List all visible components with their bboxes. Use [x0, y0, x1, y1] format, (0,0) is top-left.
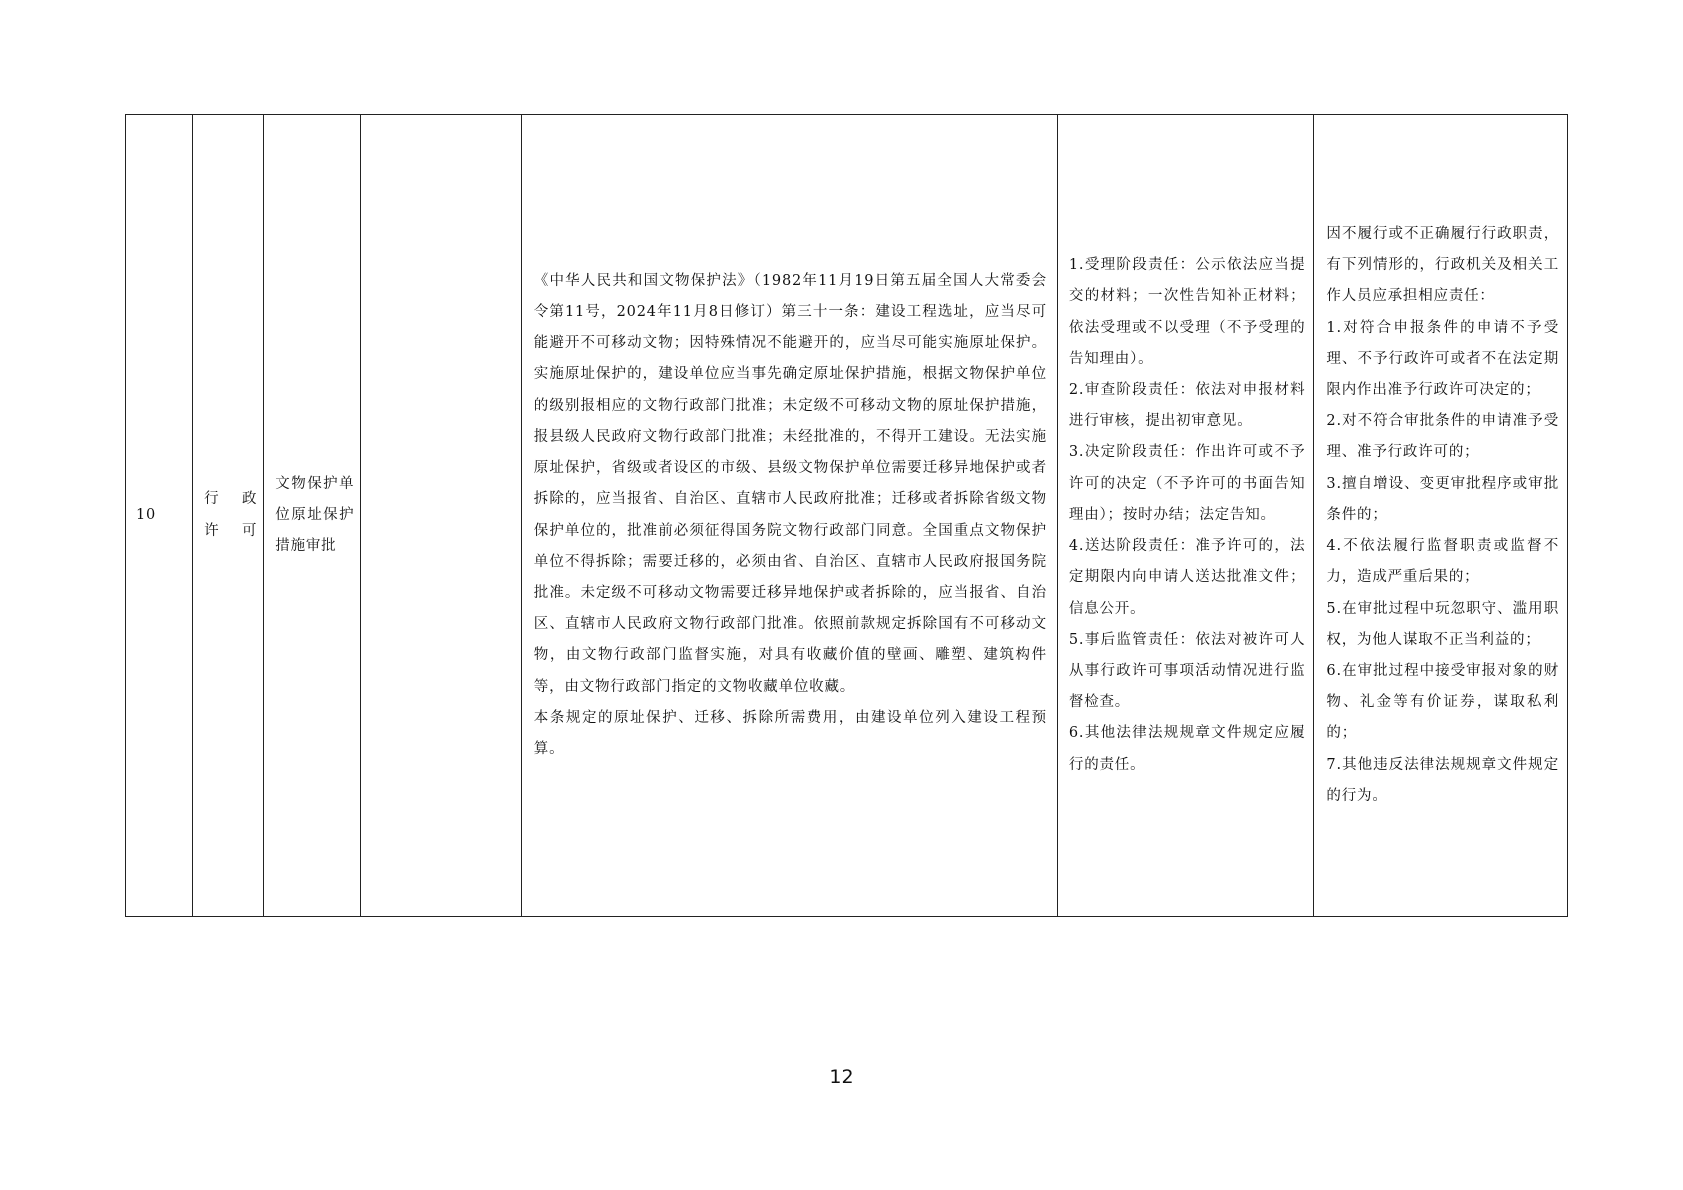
row-number: 10 — [136, 506, 157, 523]
accountability-item: 7.其他违反法律法规规章文件规定的行为。 — [1326, 756, 1559, 804]
responsibility-item: 3.决定阶段责任：作出许可或不予许可的决定（不予许可的书面告知理由）；按时办结；法定告知。 — [1068, 444, 1306, 523]
category-cell — [193, 115, 264, 917]
responsibility-item: 5.事后监管责任：依法对被许可人从事行政许可事项活动情况进行监督检查。 — [1068, 631, 1306, 711]
page-number: 12 — [829, 1066, 854, 1088]
legal-basis-paragraph: 本条规定的原址保护、迁移、拆除所需费用，由建设单位列入建设工程预算。 — [533, 709, 1047, 757]
legal-basis-paragraph: 《中华人民共和国文物保护法》（1982年11月19日第五届全国人大常委会令第11号，2024年11月8日修订）第三十一条：建设工程选址，应当尽可能避开不可移动文物；因特殊情况不能避开的，应当尽可能实施原址保护。实施原址保护的，建设单位应当事先确定原址保护措施，根据文物保护单位的级别报相应的文物行政部门批准；未定级不可移动文物的原址保护措施，报县级人民政府文物行政部门批准；未经批准的，不得开工建设。无法实施原址保护，省级或者设区的市级、县级文物保护单位需要迁移异地保护或者拆除的，应当报省、自治区、直辖市人民政府批准；迁移或者拆除省级文物保护单位的，批准前必须征得国务院文物行政部门同意。全国重点文物保护单位不得拆除；需要迁移的，必须由省、自治区、直辖市人民政府报国务院批准。未定级不可移动文物需要迁移异地保护或者拆除的，应当报省、自治区、直辖市人民政府文物行政部门批准。依照前款规定拆除国有不可移动文物，由文物行政部门监督实施，对具有收藏价值的壁画、雕塑、建筑构件等，由文物行政部门指定的文物收藏单位收藏。 — [533, 272, 1047, 695]
responsibility-cell — [1057, 115, 1314, 917]
sub-item-cell — [361, 115, 521, 917]
category-line-2: 许可 — [204, 522, 258, 539]
item-name: 文物保护单位原址保护措施审批 — [275, 475, 355, 555]
responsibility-item: 2.审查阶段责任：依法对申报材料进行审核，提出初审意见。 — [1068, 382, 1306, 430]
accountability-cell — [1314, 115, 1568, 917]
category-line-1: 行 政 — [204, 491, 258, 508]
accountability-item: 6.在审批过程中接受审报对象的财物、礼金等有价证券，谋取私利的； — [1326, 662, 1559, 742]
accountability-item: 2.对不符合审批条件的申请准予受理、准予行政许可的； — [1326, 413, 1559, 461]
accountability-item: 3.擅自增设、变更审批程序或审批条件的； — [1326, 475, 1559, 523]
responsibility-item: 6.其他法律法规规章文件规定应履行的责任。 — [1068, 725, 1306, 773]
item-name-cell — [264, 115, 361, 917]
accountability-item: 1.对符合申报条件的申请不予受理、不予行政许可或者不在法定期限内作出准予行政许可决定的； — [1326, 319, 1559, 399]
accountability-item: 4.不依法履行监督职责或监督不力，造成严重后果的； — [1326, 538, 1559, 586]
row-number-cell — [126, 115, 193, 917]
table-row — [126, 115, 1568, 917]
accountability-intro: 因不履行或不正确履行行政职责，有下列情形的，行政机关及相关工作人员应承担相应责任： — [1326, 226, 1559, 305]
legal-basis-cell — [521, 115, 1057, 917]
accountability-item: 5.在审批过程中玩忽职守、滥用职权，为他人谋取不正当利益的； — [1326, 600, 1559, 648]
responsibility-table — [125, 114, 1568, 917]
responsibility-item: 4.送达阶段责任：准予许可的，法定期限内向申请人送达批准文件；信息公开。 — [1068, 538, 1306, 617]
responsibility-item: 1.受理阶段责任：公示依法应当提交的材料；一次性告知补正材料；依法受理或不以受理（不予受理的告知理由）。 — [1068, 257, 1306, 367]
